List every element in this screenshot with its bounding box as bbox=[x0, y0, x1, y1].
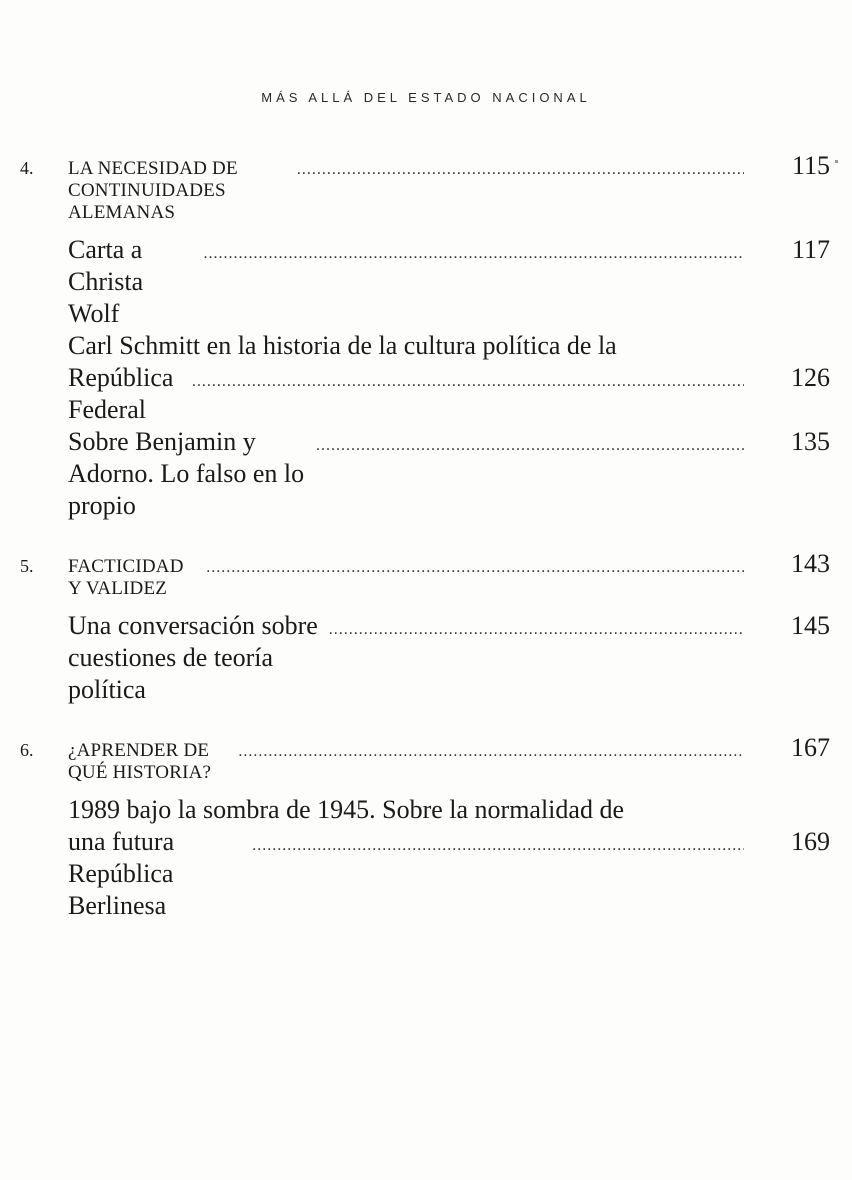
toc-part-row[interactable] bbox=[20, 150, 830, 224]
dot-leader bbox=[206, 559, 744, 577]
entry-title-line: 1989 bajo la sombra de 1945. Sobre la normalidad de bbox=[68, 795, 624, 824]
running-head: MÁS ALLÁ DEL ESTADO NACIONAL bbox=[261, 90, 591, 105]
page-number: 169 bbox=[791, 827, 830, 856]
dot-leader bbox=[297, 161, 744, 179]
dot-leader bbox=[252, 837, 744, 855]
toc-entry-row[interactable] bbox=[20, 234, 830, 330]
toc-section-6 bbox=[20, 732, 830, 922]
page-number: 135 bbox=[791, 427, 830, 456]
page-number: 145 bbox=[791, 611, 830, 640]
page-number: 143 bbox=[791, 549, 830, 578]
toc-entry-row[interactable] bbox=[20, 610, 830, 706]
dot-leader bbox=[316, 437, 744, 455]
part-number: 5. bbox=[20, 556, 34, 576]
page-number: 115 bbox=[791, 151, 830, 180]
entry-title: Una conversación sobre cuestiones de teoría política bbox=[68, 611, 318, 704]
part-title: ¿APRENDER DE QUÉ HISTORIA? bbox=[68, 740, 212, 783]
toc-part-row[interactable] bbox=[20, 548, 830, 600]
toc-part-row[interactable] bbox=[20, 732, 830, 784]
toc-section-5 bbox=[20, 548, 830, 706]
toc-entry-row[interactable] bbox=[20, 826, 830, 922]
dot-leader bbox=[204, 245, 744, 263]
toc-entry-row[interactable] bbox=[20, 426, 830, 522]
entry-title: Sobre Benjamin y Adorno. Lo falso en lo propio bbox=[68, 427, 305, 520]
scan-mark bbox=[835, 160, 838, 163]
part-number: 6. bbox=[20, 740, 34, 760]
toc-section-4 bbox=[20, 150, 830, 522]
page-number: 126 bbox=[791, 363, 830, 392]
entry-title: una futura República Berlinesa bbox=[68, 827, 175, 920]
dot-leader bbox=[329, 621, 744, 639]
entry-title-line: Carl Schmitt en la historia de la cultura política de la bbox=[68, 331, 617, 360]
table-of-contents bbox=[20, 150, 830, 948]
dot-leader bbox=[238, 743, 744, 761]
entry-title: Carta a Christa Wolf bbox=[68, 235, 144, 328]
part-title: LA NECESIDAD DE CONTINUIDADES ALEMANAS bbox=[68, 158, 238, 223]
part-number: 4. bbox=[20, 158, 34, 178]
page-number: 167 bbox=[791, 733, 830, 762]
part-title: FACTICIDAD Y VALIDEZ bbox=[68, 556, 184, 599]
dot-leader bbox=[192, 373, 744, 391]
page-number: 117 bbox=[791, 235, 830, 264]
toc-entry-row[interactable] bbox=[20, 362, 830, 426]
entry-title: República Federal bbox=[68, 363, 174, 424]
